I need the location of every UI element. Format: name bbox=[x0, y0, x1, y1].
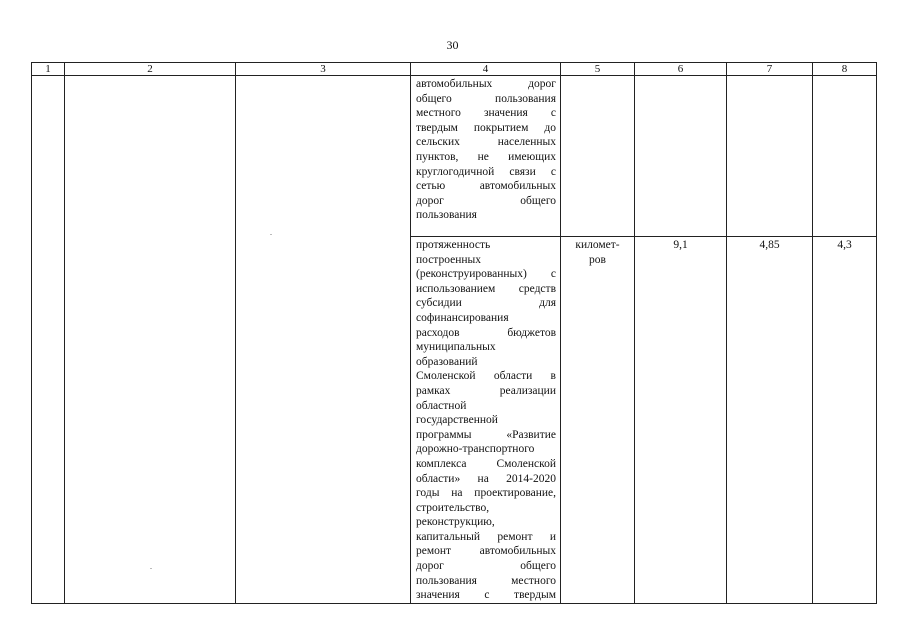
value-cell-col-7: 4,85 bbox=[727, 237, 813, 604]
text-line: областной bbox=[416, 399, 467, 412]
text-line: автомобильных дорог bbox=[416, 78, 556, 90]
text-line: твердым покрытием до bbox=[416, 121, 556, 134]
text-line: значения с твердым bbox=[416, 589, 556, 602]
text-line: сетью автомобильных bbox=[416, 180, 556, 193]
unit-cell bbox=[561, 237, 635, 604]
header-col-6: 6 bbox=[635, 63, 727, 76]
header-col-4: 4 bbox=[411, 63, 561, 76]
text-line: дорожно-транспортного bbox=[416, 443, 535, 456]
unit-text-line: километ- bbox=[575, 239, 620, 251]
header-col-7: 7 bbox=[727, 63, 813, 76]
text-line: рамках реализации bbox=[416, 384, 556, 397]
text-line: (реконструированных) с bbox=[416, 268, 556, 281]
value-cell-col-8 bbox=[813, 76, 877, 237]
cell-col-2 bbox=[65, 76, 236, 604]
unit-cell bbox=[561, 76, 635, 237]
text-line: ремонт автомобильных bbox=[416, 545, 556, 558]
value-cell-col-6: 9,1 bbox=[635, 237, 727, 604]
header-col-8: 8 bbox=[813, 63, 877, 76]
text-line: использованием средств bbox=[416, 282, 556, 295]
unit-text-line: ров bbox=[589, 253, 606, 266]
text-line: государственной bbox=[416, 414, 498, 427]
indicator-description-cell bbox=[411, 237, 561, 604]
text-line: расходов бюджетов bbox=[416, 326, 556, 339]
header-col-1: 1 bbox=[32, 63, 65, 76]
text-line: пользования местного bbox=[416, 574, 556, 587]
indicator-description-cell bbox=[411, 76, 561, 237]
value-cell-col-8: 4,3 bbox=[813, 237, 877, 604]
text-line: софинансирования bbox=[416, 311, 509, 324]
text-line: образований bbox=[416, 355, 478, 368]
value-cell-col-6 bbox=[635, 76, 727, 237]
text-line: общего пользования bbox=[416, 92, 556, 105]
text-line: годы на проектирование, bbox=[416, 487, 556, 500]
cell-col-3 bbox=[236, 76, 411, 604]
page-number: 30 bbox=[446, 38, 459, 52]
header-col-2: 2 bbox=[65, 63, 236, 76]
text-line: субсидии для bbox=[416, 297, 556, 310]
text-line: комплекса Смоленской bbox=[416, 457, 556, 470]
text-line: области» на 2014-2020 bbox=[416, 472, 556, 485]
text-line: капитальный ремонт и bbox=[416, 530, 556, 543]
text-line: пунктов, не имеющих bbox=[416, 150, 556, 163]
text-line: Смоленской области в bbox=[416, 370, 556, 383]
table-row bbox=[32, 76, 877, 237]
text-line: сельских населенных bbox=[416, 136, 556, 149]
header-col-5: 5 bbox=[561, 63, 635, 76]
scan-speck bbox=[270, 234, 272, 235]
text-line: построенных bbox=[416, 253, 481, 266]
header-row bbox=[32, 63, 877, 76]
text-line: протяженность bbox=[416, 239, 491, 251]
text-line: реконструкцию, bbox=[416, 516, 495, 529]
scan-speck bbox=[150, 568, 152, 569]
text-line: строительство, bbox=[416, 501, 490, 514]
text-line: программы «Развитие bbox=[416, 428, 556, 441]
text-line: дорог общего bbox=[416, 194, 556, 207]
text-line: муниципальных bbox=[416, 341, 496, 354]
value-cell-col-7 bbox=[727, 76, 813, 237]
indicators-table bbox=[31, 62, 877, 604]
text-line: дорог общего bbox=[416, 560, 556, 573]
header-col-3: 3 bbox=[236, 63, 411, 76]
text-line: местного значения с bbox=[416, 107, 556, 120]
cell-col-1 bbox=[32, 76, 65, 604]
text-line: пользования bbox=[416, 209, 477, 222]
text-line: круглогодичной связи с bbox=[416, 165, 556, 178]
